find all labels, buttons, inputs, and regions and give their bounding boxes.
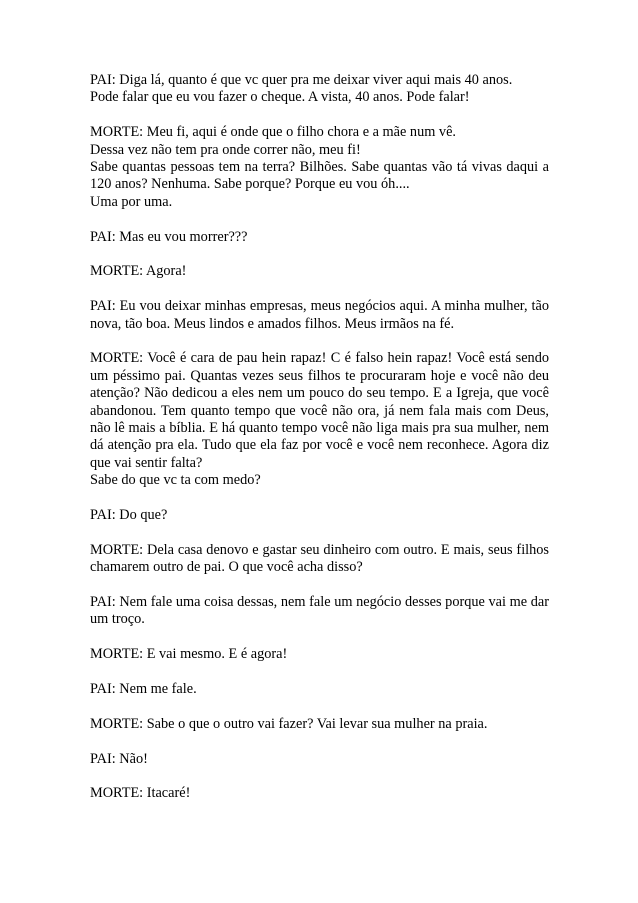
dialogue-line: MORTE: Dela casa denovo e gastar seu dinheiro com outro. E mais, seus filhos chamarem outro de pai. O que você acha disso? [90,541,549,576]
dialogue-line: Sabe quantas pessoas tem na terra? Bilhões. Sabe quantas vão tá vivas daqui a 120 anos? Nenhuma. Sabe porque? Porque eu vou óh.... [90,159,549,193]
dialogue-paragraph [90,507,549,524]
dialogue-paragraph [90,785,549,802]
dialogue-line: Sabe do que vc ta com medo? [90,472,261,489]
dialogue-line: PAI: Mas eu vou morrer??? [90,228,248,245]
dialogue-line: MORTE: E vai mesmo. E é agora! [90,646,288,663]
dialogue-paragraph [90,229,549,246]
dialogue-line: MORTE: Itacaré! [90,785,191,802]
dialogue-line: Uma por uma. [90,193,173,210]
dialogue-paragraph [90,716,549,733]
dialogue-line: Dessa vez não tem pra onde correr não, meu fi! [90,141,361,158]
dialogue-paragraph [90,646,549,663]
dialogue-line: PAI: Diga lá, quanto é que vc quer pra me deixar viver aqui mais 40 anos. [90,72,513,88]
dialogue-line: MORTE: Agora! [90,263,187,280]
dialogue-line: MORTE: Meu fi, aqui é onde que o filho chora e a mãe num vê. [90,124,456,141]
dialogue-paragraph [90,542,549,577]
dialogue-paragraph [90,72,549,107]
dialogue-paragraph [90,751,549,768]
dialogue-line: PAI: Nem me fale. [90,681,197,698]
dialogue-paragraph [90,594,549,629]
document-page [90,72,549,820]
dialogue-line: PAI: Eu vou deixar minhas empresas, meus negócios aqui. A minha mulher, tão nova, tão boa. Meus lindos e amados filhos. Meus irmãos na fé. [90,298,549,332]
dialogue-line: PAI: Não! [90,750,148,767]
dialogue-line: PAI: Do que? [90,507,168,524]
dialogue-paragraph [90,124,549,211]
dialogue-paragraph [90,298,549,333]
dialogue-paragraph [90,350,549,489]
dialogue-paragraph [90,263,549,280]
dialogue-paragraph [90,681,549,698]
dialogue-line: MORTE: Sabe o que o outro vai fazer? Vai levar sua mulher na praia. [90,715,488,732]
dialogue-line: MORTE: Você é cara de pau hein rapaz! C é falso hein rapaz! Você está sendo um péssimo pai. Quantas vezes seus filhos te procuraram hoje e você não deu atenção? Não dedicou a eles nem um pouco do seu tempo. E a Igreja, que você abandonou. Tem quanto tempo que você não ora, já nem fala mais com Deus, não lê mais a bíblia. E há quanto tempo você não liga mais pra sua mulher, nem dá atenção pra ela. Tudo que ela faz por você e você nem reconhece. Agora diz que vai sentir falta? [90,350,549,471]
dialogue-line: Pode falar que eu vou fazer o cheque. A vista, 40 anos. Pode falar! [90,89,470,106]
dialogue-line: PAI: Nem fale uma coisa dessas, nem fale um negócio desses porque vai me dar um troço. [90,594,549,628]
